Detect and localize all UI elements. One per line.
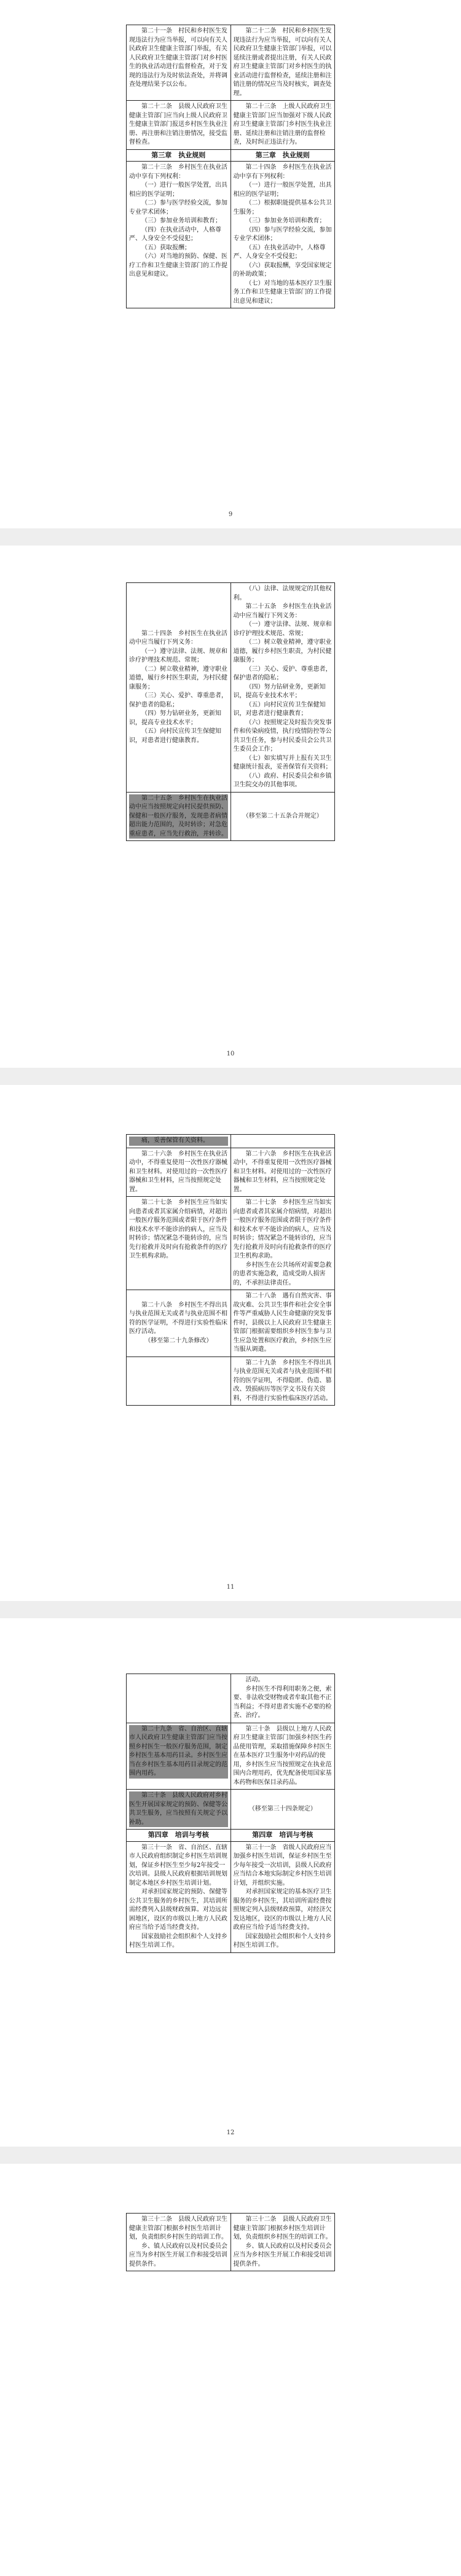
right-cell: （移至第三十四条规定） [230, 1790, 335, 1830]
table-row [127, 101, 335, 150]
comparison-table [126, 25, 335, 308]
left-cell [127, 792, 231, 841]
left-cell: 第二十一条 村民和乡村医生发现违法行为应当举报，可以向有关人民政府卫生健康主管部门举报，有关人民政府卫生健康主管部门对乡村医生的执业活动进行监督检查，对于发现的违法行为及时依法查处，并将调查处理结果予以公布。 [127, 25, 231, 101]
page-number: 10 [226, 1051, 235, 1057]
comparison-table [126, 1134, 335, 1406]
highlighted-text: 第二十九条 省、自治区、直辖市人民政府卫生健康主管部门应当按照乡村医生一般医疗服务范围，制定乡村医生基本用药目录。乡村医生应当在乡村医生基本用药目录规定的范围内用药。 [129, 1725, 228, 1779]
table-row [127, 1135, 335, 1148]
left-cell [127, 1723, 231, 1790]
left-cell: 第三十二条 县级人民政府卫生健康主管部门根据乡村医生培训计划，负责组织乡村医生的培训工作。 乡、镇人民政府以及村民委员会应当为乡村医生开展工作和接受培训提供条件。 [127, 2214, 231, 2271]
document-page-1 [0, 0, 461, 528]
document-page-4 [0, 1618, 461, 2147]
page-separator [0, 1068, 461, 1085]
page-number: 12 [226, 2129, 235, 2136]
comparison-table [126, 582, 335, 841]
left-cell: 第二十六条 乡村医生在执业活动中，不得重复使用一次性医疗器械和卫生材料。对使用过的一次性医疗器械和卫生材料，应当按照规定处置。 [127, 1148, 231, 1197]
comparison-table [126, 2213, 335, 2271]
chapter-heading: 第三章 执业规则 [230, 149, 335, 162]
chapter-row [127, 1830, 335, 1842]
page-separator [0, 2147, 461, 2164]
table-row [127, 1357, 335, 1406]
right-cell: 第二十三条 上级人民政府卫生健康主管部门应当加强对下级人民政府卫生健康主管部门乡村医生执业注册、延续注册和注销注册的监督检查，及时纠正违法行为。 [230, 101, 335, 150]
table-row [127, 1790, 335, 1830]
right-cell: 第二十六条 乡村医生在执业活动中，不得重复使用一次性医疗器械和卫生材料。对使用过的一次性医疗器械和卫生材料，应当按照规定处置。 [230, 1148, 335, 1197]
chapter-heading: 第四章 培训与考核 [127, 1830, 231, 1842]
left-cell: 第二十二条 县级人民政府卫生健康主管部门应当向上级人民政府卫生健康主管部门报送乡村医生执业注册、再注册和注销注册情况，接受监督检查。 [127, 101, 231, 150]
right-cell: （移至第二十五条合并规定） [230, 792, 335, 841]
right-cell: 第三十二条 县级人民政府卫生健康主管部门根据乡村医生培训计划，负责组织乡村医生的培训工作。 乡、镇人民政府以及村民委员会应当为乡村医生开展工作和接受培训提供条件。 [230, 2214, 335, 2271]
table-row [127, 1674, 335, 1723]
right-cell: 第二十九条 乡村医生不得出具与执业范围无关或者与执业范围不相符的医学证明，不得隐匿、伪造、篡改、毁损病历等医学文书及有关资料，不得进行实验性临床医疗活动。 [230, 1357, 335, 1406]
table-row [127, 2214, 335, 2271]
table-row [127, 583, 335, 793]
right-cell: （八）法律、法规规定的其他权利。 第二十五条 乡村医生在执业活动中应当履行下列义务： （一）遵守法律、法规、规章和诊疗护理技术规范、常规； （二）树立敬业精神，遵守职业道德，履行乡村医生职责，为村民健康服务； （三）关心、爱护、尊重患者，保护患者的隐私； （四）努力钻研业务，更新知识，提高专业技术水平； （五）向村民宣传卫生保健知识，对患者进行健康教育； （六）按照规定及时报告突发事件和传染病疫情，执行疫情防控等公共卫生任务，参与村民委员会公共卫生委员会工作； （七）如实填写并上报有关卫生健康统计报表，妥善保管有关资料； （八）政府、村民委员会和乡镇卫生院交办的其他事项。 [230, 583, 335, 793]
page-number: 9 [228, 511, 233, 518]
highlighted-text: 痛，妥善保管有关资料。 [129, 1137, 228, 1146]
right-cell: 第三十条 县级以上地方人民政府卫生健康主管部门加强乡村医生药品使用管理，采取措施保障乡村医生在基本医疗卫生服务中对药品的使用，乡村医生应当按照规定在执业范围内合理用药，优先配备使用国家基本药物和医保目录药品。 [230, 1723, 335, 1790]
left-cell [127, 1135, 231, 1148]
left-cell: 第二十八条 乡村医生不得出具与执业范围无关或者与执业范围不相符的医学证明，不得进行实验性临床医疗活动。 （移至第二十九条修改） [127, 1290, 231, 1357]
left-cell: 第二十三条 乡村医生在执业活动中享有下列权利： （一）进行一般医学处置，出具相应的医学证明； （二）参与医学经验交流，参加专业学术团体； （三）参加业务培训和教育； （四）在执业活动中，人格尊严、人身安全不受侵犯； （五）获取报酬； （六）对当地的预防、保健、医疗工作和卫生健康主管部门的工作提出意见和建议。 [127, 162, 231, 308]
comparison-table [126, 1674, 335, 1953]
table-row [127, 1723, 335, 1790]
right-cell: 第二十七条 乡村医生应当如实向患者或者其家属介绍病情，对超出一般医疗服务范围或者限于医疗条件和技术水平不能诊治的病人，应当及时转诊；情况紧急不能转诊的，应当先行抢救并及时向有抢救条件的医疗卫生机构求助。 乡村医生在公共场所对需要急救的患者实施急救，造成受助人损害的，不承担法律责任。 [230, 1197, 335, 1290]
right-cell: 活动。 乡村医生不得利用职务之便，索要、非法收受财物或者牟取其他不正当利益；不得对患者实施不必要的检查、治疗。 [230, 1674, 335, 1723]
left-cell [127, 1674, 231, 1723]
right-cell: 第二十八条 遇有自然灾害、事故灾难、公共卫生事件和社会安全事件等严重威胁人民生命健康的突发事件时，县级以上人民政府卫生健康主管部门根据需要组织乡村医生参与卫生应急处置和医疗救治，乡村医生应当服从调遣。 [230, 1290, 335, 1357]
page-separator [0, 1601, 461, 1618]
left-cell [127, 1790, 231, 1830]
table-row [127, 1148, 335, 1197]
chapter-heading: 第三章 执业规则 [127, 149, 231, 162]
table-row [127, 25, 335, 101]
chapter-row [127, 149, 335, 162]
right-cell: 第三十一条 省级人民政府应当加强乡村医生培训，保证乡村医生至少每年接受一次培训，县级人民政府应当结合本地实际制定乡村医生培训计划，并组织实施。 对承担国家规定的基本医疗卫生服务的乡村医生，其培训所需经费按照规定列入县级财政预算，对经济欠发达地区，设区的市级以上地方人民政府应当给予适当经费支持。 国家鼓励社会组织和个人支持乡村医生培训工作。 [230, 1841, 335, 1952]
document-page-2 [0, 546, 461, 1068]
left-cell: 第三十一条 省、自治区、直辖市人民政府组织制定乡村医生培训规划，保证乡村医生至少每2年接受一次培训。县级人民政府根据培训规划制定本地区乡村医生培训计划。 对承担国家规定的预防、保健等公共卫生服务的乡村医生，其培训所需经费列入县级财政预算。对边远贫困地区，设区的市级以上地方人民政府应当给予适当经费支持。 国家鼓励社会组织和个人支持乡村医生培训工作。 [127, 1841, 231, 1952]
chapter-heading: 第四章 培训与考核 [230, 1830, 335, 1842]
table-row [127, 162, 335, 308]
right-cell: 第二十四条 乡村医生在执业活动中享有下列权利： （一）进行一般医学处置，出具相应的医学证明； （二）根据职能提供基本公共卫生服务； （三）参加业务培训和教育； （四）参与医学经验交流，参加专业学术团体； （五）在执业活动中，人格尊严、人身安全不受侵犯； （六）获取报酬，享受国家规定的补助政策； （七）对当地的基本医疗卫生服务工作和卫生健康主管部门的工作提出意见和建议； [230, 162, 335, 308]
table-row [127, 1197, 335, 1290]
left-cell [127, 1357, 231, 1406]
right-cell [230, 1135, 335, 1148]
left-cell: 第二十四条 乡村医生在执业活动中应当履行下列义务： （一）遵守法律、法规、规章和诊疗护理技术规范、常规； （二）树立敬业精神，遵守职业道德，履行乡村医生职责，为村民健康服务； （三）关心、爱护、尊重患者，保护患者的隐私； （四）努力钻研业务，更新知识，提高专业技术水平； （五）向村民宣传卫生保健知识，对患者进行健康教育。 [127, 583, 231, 793]
left-cell: 第二十七条 乡村医生应当如实向患者或者其家属介绍病情，对超出一般医疗服务范围或者限于医疗条件和技术水平不能诊治的病人，应当及时转诊；情况紧急不能转诊的，应当先行抢救并及时向有抢救条件的医疗卫生机构求助。 [127, 1197, 231, 1290]
highlighted-text: 第三十条 县级人民政府对乡村医生开展国家规定的预防、保健等公共卫生服务，应当按照有关规定予以补助。 [129, 1791, 228, 1827]
table-row [127, 1841, 335, 1952]
page-number: 11 [226, 1584, 235, 1591]
right-cell: 第二十二条 村民和乡村医生发现违法行为应当举报，可以向有关人民政府卫生健康主管部门举报，可以延续注册或者提出注册，有关人民政府卫生健康主管部门对乡村医生的执业活动进行监督检查，延续注册和注销注册的情况应当及时核实，调查处理。 [230, 25, 335, 101]
page-separator [0, 528, 461, 546]
highlighted-text: 第二十五条 乡村医生在执业活动中应当按照规定向村民提供预防、保健和一般医疗服务，发现患者病情超出能力范围的，及时转诊；对急危重症患者，应当先行救治，并转诊。 [129, 794, 228, 839]
table-row [127, 792, 335, 841]
document-page-5 [0, 2164, 461, 2576]
table-row [127, 1290, 335, 1357]
document-page-3 [0, 1085, 461, 1601]
